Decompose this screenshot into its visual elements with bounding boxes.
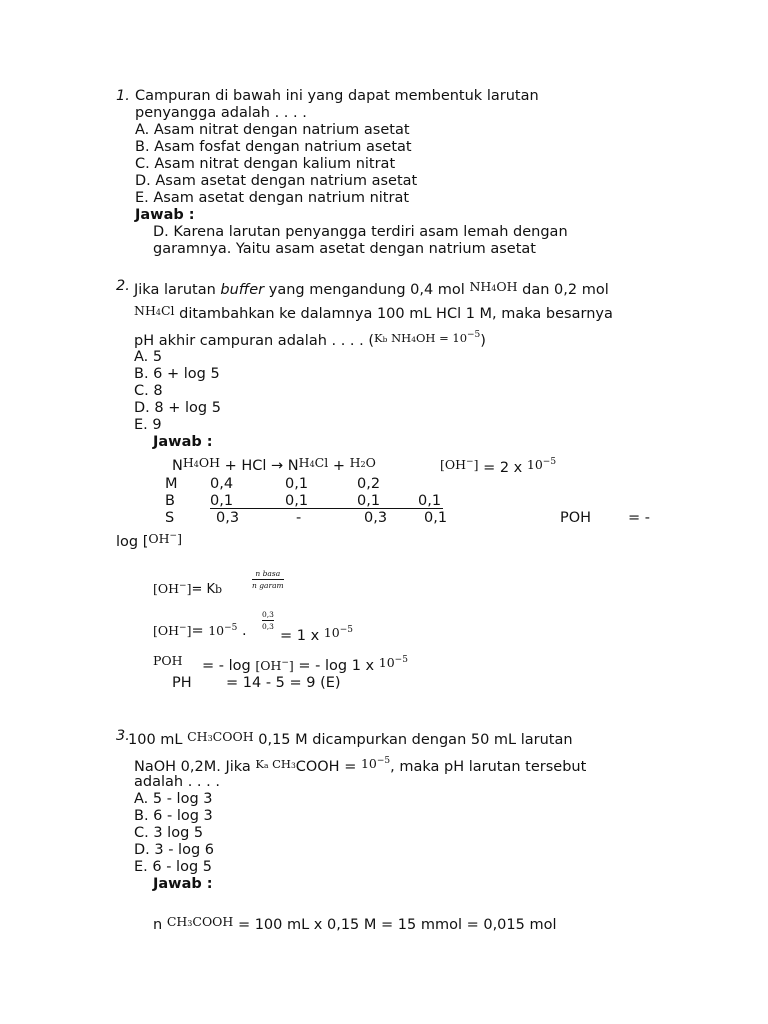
q1-answer-line1: D. Karena larutan penyangga terdiri asam lemah dengan bbox=[153, 224, 568, 240]
q2-option-e: E. 9 bbox=[134, 417, 162, 433]
poh-calculation: = - log [OH−] = - log 1 x $10^{-5}$ bbox=[202, 655, 408, 674]
q2-number: 2. bbox=[116, 278, 130, 294]
q2-oh-concentration: [OH−] = 2 x $10^{-5}$ bbox=[440, 457, 557, 476]
row-label-b: B bbox=[165, 493, 175, 509]
cell-m-3: 0,2 bbox=[357, 476, 381, 492]
cell-s-3: 0,3 bbox=[364, 510, 388, 526]
subtotal-rule bbox=[210, 508, 443, 509]
q3-option-b: B. 6 - log 3 bbox=[134, 808, 213, 824]
q3-answer-label: Jawab : bbox=[153, 876, 213, 892]
ch3cooh-formula: CH3COOH bbox=[187, 729, 254, 744]
q3-stem-line3: adalah . . . . bbox=[134, 774, 220, 790]
cell-b-4: 0,1 bbox=[418, 493, 442, 509]
oh-calculation: $[OH^-]= 10^{-5}$ . bbox=[153, 623, 247, 639]
row-label-s: S bbox=[165, 510, 175, 526]
cell-s-4: 0,1 bbox=[424, 510, 448, 526]
q1-option-d: D. Asam asetat dengan natrium asetat bbox=[135, 173, 418, 189]
q3-option-e: E. 6 - log 5 bbox=[134, 859, 212, 875]
ph-label: PH bbox=[172, 675, 192, 691]
cell-s-2: - bbox=[296, 510, 302, 526]
ph-result: = 14 - 5 = 9 (E) bbox=[226, 675, 341, 691]
q3-option-a: A. 5 - log 3 bbox=[134, 791, 213, 807]
q2-stem-line1: Jika larutan buffer yang mengandung 0,4 mol NH4OH dan 0,2 mol bbox=[134, 279, 609, 298]
q1-stem-line2: penyangga adalah . . . . bbox=[135, 105, 307, 121]
cell-b-1: 0,1 bbox=[210, 493, 234, 509]
q1-stem-line1: Campuran di bawah ini yang dapat membentuk larutan bbox=[135, 88, 539, 104]
nh4oh-formula: NH4OH bbox=[469, 279, 518, 294]
q2-reaction-equation: NH4OH + HCl → NH4Cl + H2O bbox=[172, 455, 376, 474]
q2-option-c: C. 8 bbox=[134, 383, 163, 399]
q3-number: 3. bbox=[116, 728, 130, 744]
log-oh-line: log [OH−] bbox=[116, 531, 182, 550]
q1-option-c: C. Asam nitrat dengan kalium nitrat bbox=[135, 156, 396, 172]
poh-label: POH bbox=[560, 510, 592, 526]
oh-formula: [OH−]= Kb bbox=[153, 581, 223, 597]
q1-option-a: A. Asam nitrat dengan natrium asetat bbox=[135, 122, 410, 138]
nh4cl-formula: NH4Cl bbox=[134, 303, 175, 318]
cell-b-2: 0,1 bbox=[285, 493, 309, 509]
q2-stem-line3: pH akhir campuran adalah . . . . ($^{Kb NH4OH = 10^{-5}}$) bbox=[134, 330, 486, 349]
poh-line: POH bbox=[153, 653, 183, 668]
ratio-fraction: 0,3 0,3 bbox=[262, 610, 274, 631]
cell-s-1: 0,3 bbox=[216, 510, 240, 526]
oh-result: = 1 x $10^{-5}$ bbox=[280, 625, 353, 644]
q1-answer-line2: garamnya. Yaitu asam asetat dengan natrium asetat bbox=[153, 241, 536, 257]
q2-option-d: D. 8 + log 5 bbox=[134, 400, 221, 416]
q2-option-a: A. 5 bbox=[134, 349, 163, 365]
q1-option-e: E. Asam asetat dengan natrium nitrat bbox=[135, 190, 410, 206]
q1-number: 1. bbox=[116, 88, 130, 104]
q3-stem-line2: NaOH 0,2M. Jika $^{Ka CH3}$COOH = $10^{-5}$, maka pH larutan tersebut bbox=[134, 756, 587, 775]
q1-answer-label: Jawab : bbox=[135, 207, 195, 223]
q1-option-b: B. Asam fosfat dengan natrium asetat bbox=[135, 139, 412, 155]
n-basa-over-n-garam: n basa n garam bbox=[252, 569, 284, 590]
cell-b-3: 0,1 bbox=[357, 493, 381, 509]
poh-eq: = - bbox=[628, 510, 650, 526]
q3-option-d: D. 3 - log 6 bbox=[134, 842, 214, 858]
q2-option-b: B. 6 + log 5 bbox=[134, 366, 220, 382]
q2-answer-label: Jawab : bbox=[153, 434, 213, 450]
row-label-m: M bbox=[165, 476, 178, 492]
cell-m-1: 0,4 bbox=[210, 476, 234, 492]
kb-expression: Kb NH4OH = 10−5 bbox=[374, 330, 481, 345]
q3-mol-calculation: n CH3COOH = 100 mL x 0,15 M = 15 mmol = 0,015 mol bbox=[153, 914, 557, 933]
cell-m-2: 0,1 bbox=[285, 476, 309, 492]
q3-stem-line1: 100 mL CH3COOH 0,15 M dicampurkan dengan 50 mL larutan bbox=[128, 729, 573, 748]
q2-stem-line2: NH4Cl ditambahkan ke dalamnya 100 mL HCl 1 M, maka besarnya bbox=[134, 303, 613, 322]
q3-option-c: C. 3 log 5 bbox=[134, 825, 204, 841]
